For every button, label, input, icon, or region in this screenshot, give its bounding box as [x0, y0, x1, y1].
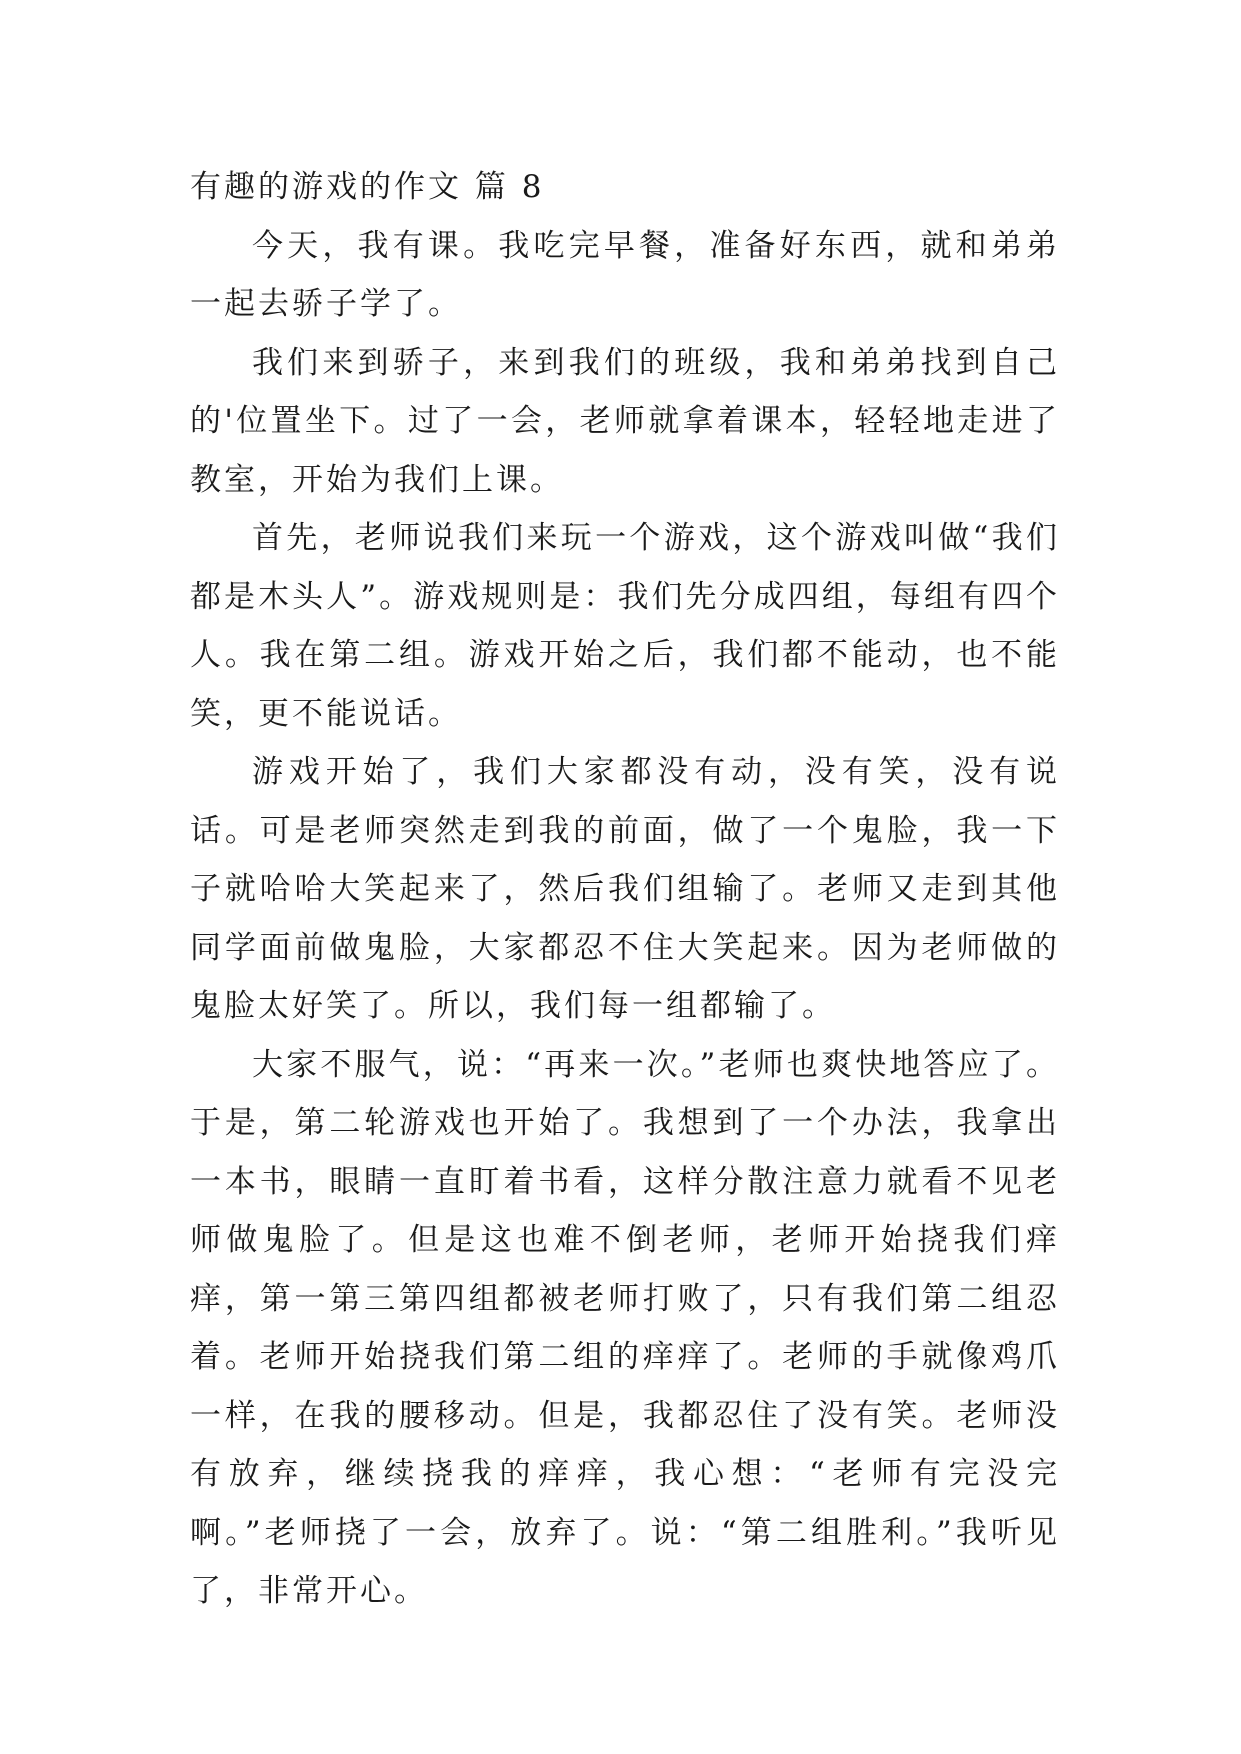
paragraph-5: 大家不服气，说：“再来一次。”老师也爽快地答应了。于是，第二轮游戏也开始了。我想到了一个办法，我拿出一本书，眼睛一直盯着书看，这样分散注意力就看不见老师做鬼脸了。但是这也难不倒老师，老师开始挠我们痒痒，第一第三第四组都被老师打败了，只有我们第二组忍着。老师开始挠我们第二组的痒痒了。老师的手就像鸡爪一样，在我的腰移动。但是，我都忍住了没有笑。老师没有放弃，继续挠我的痒痒，我心想：“老师有完没完啊。”老师挠了一会，放弃了。说：“第二组胜利。”我听见了，非常开心。	[190, 1046, 1060, 1609]
paragraph-1: 今天，我有课。我吃完早餐，准备好东西，就和弟弟一起去骄子学了。	[190, 227, 1060, 322]
document-title: 有趣的游戏的作文 篇 8	[190, 169, 545, 205]
paragraph-2: 我们来到骄子，来到我们的班级，我和弟弟找到自己的'位置坐下。过了一会，老师就拿着课本，轻轻地走进了教室，开始为我们上课。	[190, 344, 1060, 498]
document-body	[190, 158, 1060, 1621]
paragraph-4: 游戏开始了，我们大家都没有动，没有笑，没有说话。可是老师突然走到我的前面，做了一个鬼脸，我一下子就哈哈大笑起来了，然后我们组输了。老师又走到其他同学面前做鬼脸，大家都忍不住大笑起来。因为老师做的鬼脸太好笑了。所以，我们每一组都输了。	[190, 754, 1060, 1024]
paragraph-3: 首先，老师说我们来玩一个游戏，这个游戏叫做“我们都是木头人”。游戏规则是：我们先分成四组，每组有四个人。我在第二组。游戏开始之后，我们都不能动，也不能笑，更不能说话。	[190, 520, 1060, 732]
